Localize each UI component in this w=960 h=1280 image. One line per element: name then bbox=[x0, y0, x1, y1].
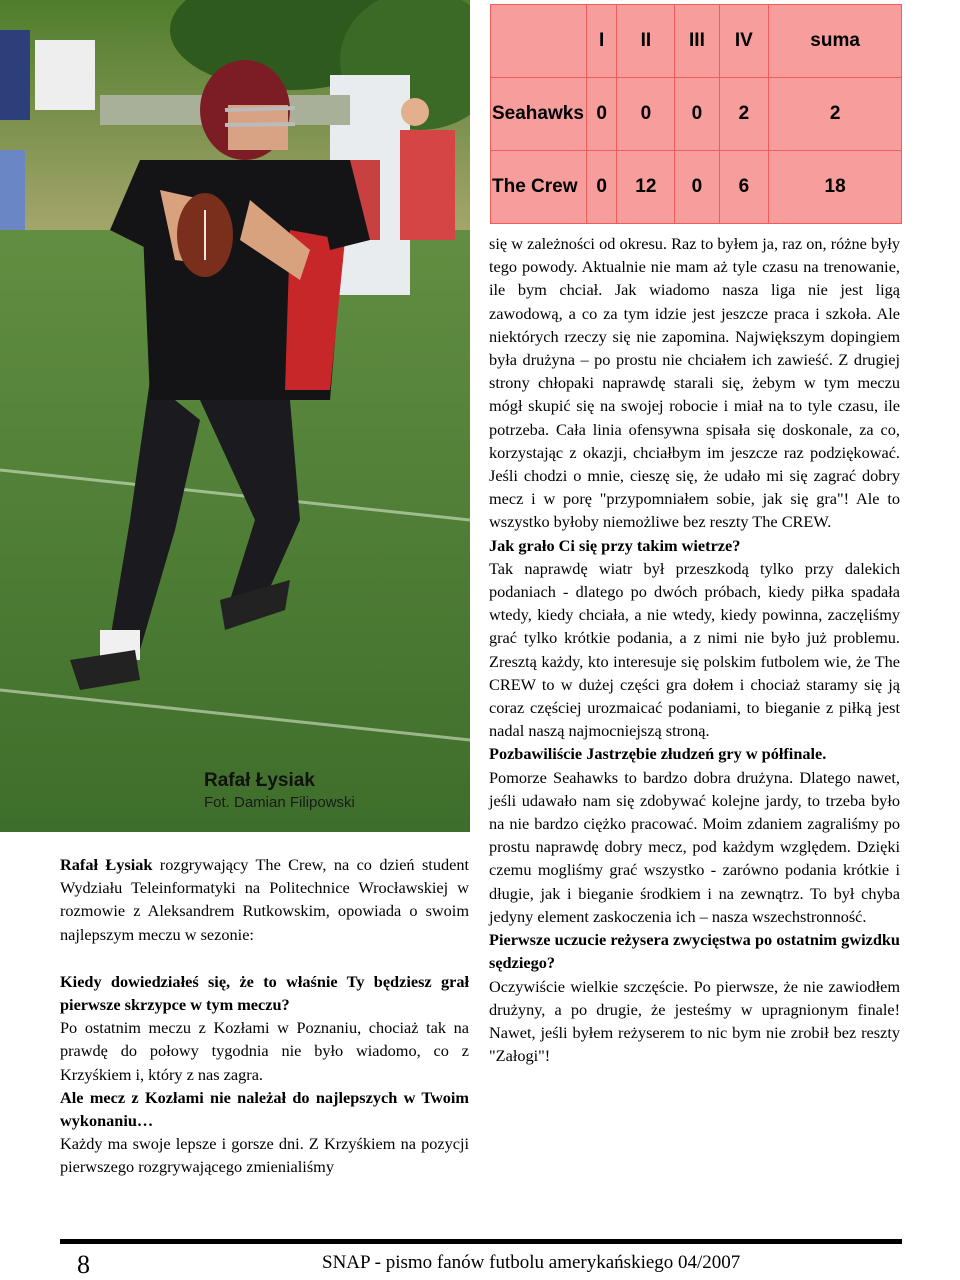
score-header-row bbox=[491, 5, 902, 78]
score-row-the-crew bbox=[491, 151, 902, 224]
intro-paragraph bbox=[60, 853, 469, 946]
answer-2-start: Każdy ma swoje lepsze i gorsze dni. Z Krzyśkiem na pozycji pierwszego rozgrywającego zmienialiśmy bbox=[60, 1134, 469, 1177]
question-1: Kiedy dowiedziałeś się, że to właśnie Ty będziesz grał pierwsze skrzypce w tym meczu? bbox=[60, 971, 469, 1015]
team-name: Seahawks bbox=[491, 78, 587, 151]
score-total: 18 bbox=[769, 151, 902, 224]
caption-name: Rafał Łysiak bbox=[204, 770, 315, 791]
header-team bbox=[491, 5, 587, 78]
header-q4: IV bbox=[719, 5, 769, 78]
score-row-seahawks bbox=[491, 78, 902, 151]
footer-publication: SNAP - pismo fanów futbolu amerykańskiego 04/2007 bbox=[322, 1252, 741, 1273]
question-4: Pozbawiliście Jastrzębie złudzeń gry w półfinale. bbox=[489, 744, 827, 764]
photo-caption bbox=[204, 770, 355, 812]
page-number: 8 bbox=[77, 1250, 90, 1279]
answer-2-continued: się w zależności od okresu. Raz to byłem ja, raz on, różne były tego powody. Aktualnie nie mam aż tyle czasu na trenowanie, ile bym chciał. Jak wiadomo nasza liga nie jest ligą zawodową, a co za tym idzie jest jeszcze praca i szkoła. Ale niektórych rzeczy się nie zapomina. Największym dopingiem była drużyna – po prostu nie chciałem ich zawieść. Z drugiej strony chłopaki naprawdę starali się, żebym w tym meczu mógł skupić się na swojej robocie i miał na to tyle czasu, ile potrzeba. Cała linia ofensywna spisała się doskonale, za co, korzystając z okazji, chciałbym im jeszcze raz podziękować. Jeśli chodzi o mnie, cieszę się, że udało mi się zagrać dobry mecz i w porę "przypomniałem sobie, jak się gra"! Ale to wszystko byłoby niemożliwe bez reszty The CREW. bbox=[489, 234, 900, 532]
player-photo bbox=[0, 0, 470, 832]
answer-1: Po ostatnim meczu z Kozłami w Poznaniu, chociaż tak na prawdę do połowy tygodnia nie było wiadomo, co z Krzyśkiem i, który z nas zagra. bbox=[60, 1018, 469, 1084]
score-cell: 0 bbox=[587, 151, 617, 224]
left-text-column bbox=[60, 853, 469, 1179]
answer-5: Oczywiście wielkie szczęście. Po pierwsze, że nie zawiodłem drużyny, a po drugie, że jesteśmy w upragnionym finale! Nawet, jeśli byłem reżyserem to nic bym nie zrobił bez reszty "Załogi"! bbox=[489, 976, 900, 1066]
answer-3: Tak naprawdę wiatr był przeszkodą tylko przy dalekich podaniach - dlatego po dwóch próbach, kiedy piłka spadała wtedy, kiedy chciała, a nie wtedy, kiedy powinna, zaczęliśmy grać tylko krótkie podania, a z nimi nie było już problemu. Zresztą każdy, kto interesuje się polskim futbolem wie, że The CREW to w dużej części gra dołem i chociaż staramy się ją coraz częściej urozmaicać podaniami, to bieganie z piłką jest nadal naszą najmocniejszą stroną. bbox=[489, 558, 900, 741]
score-cell: 0 bbox=[675, 151, 719, 224]
team-name: The Crew bbox=[491, 151, 587, 224]
header-q1: I bbox=[587, 5, 617, 78]
score-total: 2 bbox=[769, 78, 902, 151]
question-2: Ale mecz z Kozłami nie należał do najlepszych w Twoim wykonaniu… bbox=[60, 1087, 469, 1131]
score-cell: 6 bbox=[719, 151, 769, 224]
header-q2: II bbox=[617, 5, 675, 78]
header-total: suma bbox=[769, 5, 902, 78]
caption-credit: Fot. Damian Filipowski bbox=[204, 794, 355, 811]
right-text-column bbox=[489, 232, 900, 1067]
question-3: Jak grało Ci się przy takim wietrze? bbox=[489, 535, 741, 555]
score-cell: 12 bbox=[617, 151, 675, 224]
intro-name: Rafał Łysiak bbox=[60, 855, 153, 874]
header-q3: III bbox=[675, 5, 719, 78]
answer-4: Pomorze Seahawks to bardzo dobra drużyna. Dlatego nawet, jeśli udawało nam się zdobywać kolejne jardy, to trzeba było na nie bardzo ciężko pracować. Moim zdaniem zagraliśmy po prostu naprawdę dobry mecz, pod każdym względem. Dzięki czemu mogliśmy grać wszystko - zarówno podania krótkie i długie, jak i bieganie środkiem i na zewnątrz. To był chyba jedyny element zaskoczenia ich – nasza wszechstronność. bbox=[489, 767, 900, 926]
footer-rule bbox=[60, 1239, 902, 1244]
score-cell: 0 bbox=[587, 78, 617, 151]
score-cell: 2 bbox=[719, 78, 769, 151]
intro-text: rozgrywający The Crew, na co dzień student Wydziału Teleinformatyki na Politechnice Wrocławskiej w rozmowie z Aleksandrem Rutkowskim, opowiada o swoim najlepszym meczu w sezonie: bbox=[60, 855, 469, 944]
score-table bbox=[490, 4, 902, 224]
question-5: Pierwsze uczucie reżysera zwycięstwa po ostatnim gwizdku sędziego? bbox=[489, 930, 900, 973]
score-cell: 0 bbox=[675, 78, 719, 151]
player-illustration bbox=[0, 0, 470, 832]
score-cell: 0 bbox=[617, 78, 675, 151]
